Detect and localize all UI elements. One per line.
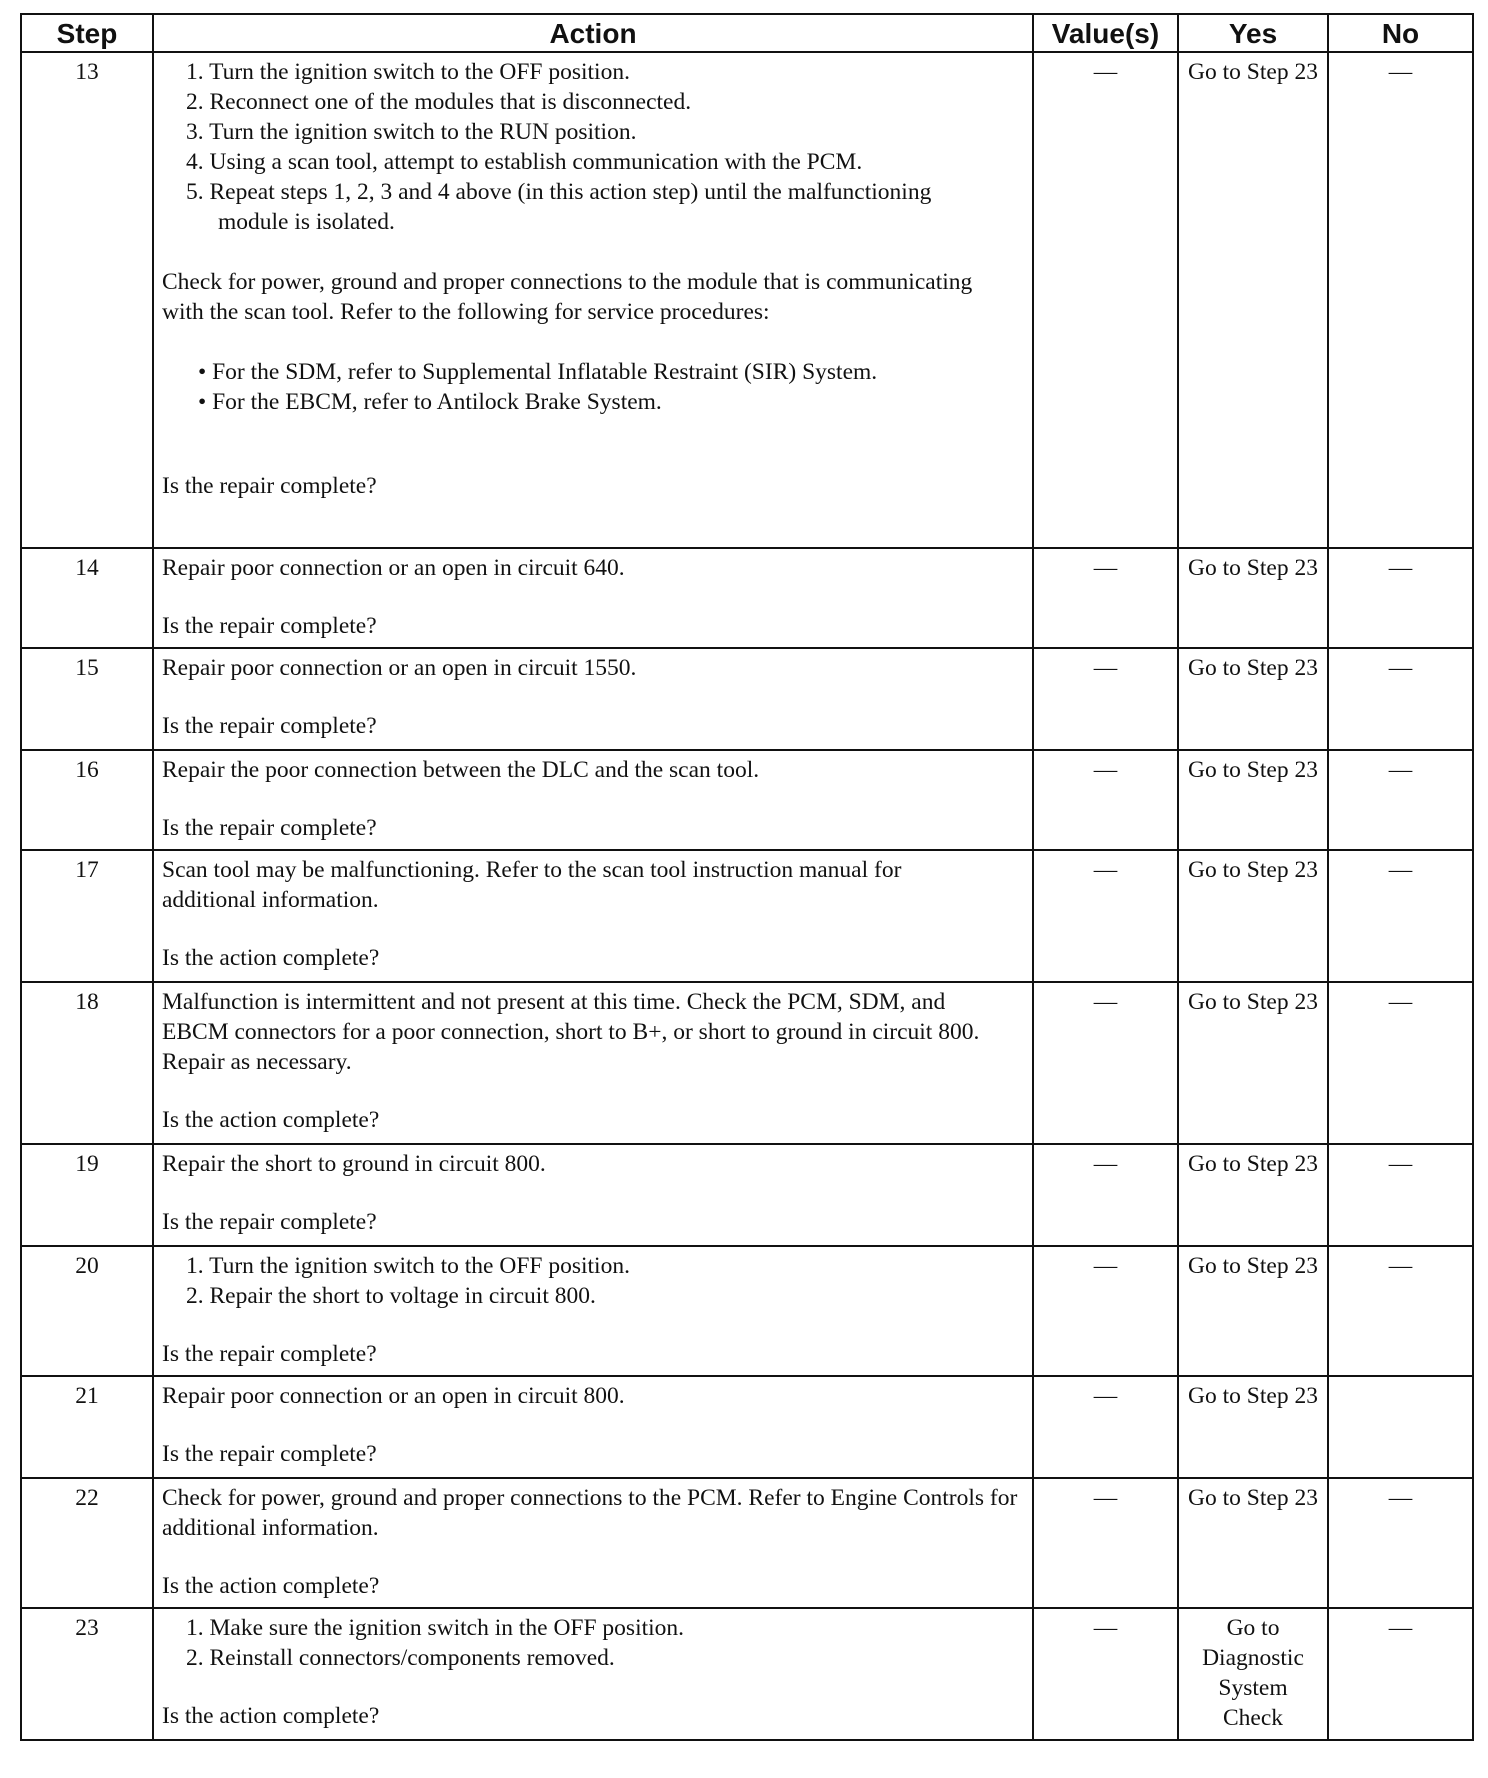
table-row <box>21 52 1473 548</box>
step-number: 16 <box>21 750 153 850</box>
no-cell: — <box>1328 1144 1473 1246</box>
action-question: Is the repair complete? <box>162 815 377 841</box>
value-cell: — <box>1033 1376 1178 1478</box>
column-header-no: No <box>1328 14 1473 52</box>
value-cell: — <box>1033 1246 1178 1376</box>
action-step: 5. Repeat steps 1, 2, 3 and 4 above (in this action step) until the malfunctioning module is isolated. <box>186 179 932 235</box>
column-header-action: Action <box>153 14 1033 52</box>
action-step: 4. Using a scan tool, attempt to establish communication with the PCM. <box>186 149 863 175</box>
action-cell <box>153 982 1033 1144</box>
yes-cell: Go to Diagnostic System Check <box>1178 1608 1328 1740</box>
action-question: Is the repair complete? <box>162 613 377 639</box>
step-number: 14 <box>21 548 153 648</box>
step-number: 22 <box>21 1478 153 1608</box>
action-cell <box>153 850 1033 982</box>
value-cell: — <box>1033 52 1178 548</box>
no-cell: — <box>1328 1608 1473 1740</box>
step-number: 20 <box>21 1246 153 1376</box>
action-step: 2. Reconnect one of the modules that is disconnected. <box>186 89 692 115</box>
action-bullet: • For the EBCM, refer to Antilock Brake System. <box>198 389 662 415</box>
value-cell: — <box>1033 750 1178 850</box>
yes-cell: Go to Step 23 <box>1178 648 1328 750</box>
step-number: 13 <box>21 52 153 548</box>
action-cell <box>153 52 1033 548</box>
action-steps <box>162 1613 1024 1673</box>
action-text: Check for power, ground and proper connections to the PCM. Refer to Engine Controls for additional information. <box>162 1485 1018 1541</box>
value-cell: — <box>1033 850 1178 982</box>
table-row <box>21 982 1473 1144</box>
no-cell: — <box>1328 1246 1473 1376</box>
action-step: 1. Make sure the ignition switch in the OFF position. <box>186 1615 685 1641</box>
value-cell: — <box>1033 1608 1178 1740</box>
action-bullet: • For the SDM, refer to Supplemental Inflatable Restraint (SIR) System. <box>198 359 878 385</box>
no-cell: — <box>1328 750 1473 850</box>
action-steps <box>162 57 1024 237</box>
action-cell <box>153 648 1033 750</box>
value-cell: — <box>1033 982 1178 1144</box>
action-question: Is the repair complete? <box>162 1341 377 1367</box>
yes-cell: Go to Step 23 <box>1178 548 1328 648</box>
action-text: Repair poor connection or an open in circuit 1550. <box>162 655 637 681</box>
step-number: 15 <box>21 648 153 750</box>
yes-cell: Go to Step 23 <box>1178 1478 1328 1608</box>
action-paragraph: Check for power, ground and proper connections to the module that is communicating with the scan tool. Refer to the following for service procedures: <box>162 269 973 325</box>
column-header-step: Step <box>21 14 153 52</box>
value-cell: — <box>1033 548 1178 648</box>
value-cell: — <box>1033 1478 1178 1608</box>
table-row <box>21 1144 1473 1246</box>
no-cell: — <box>1328 548 1473 648</box>
action-text: Repair the short to ground in circuit 800. <box>162 1151 546 1177</box>
no-cell <box>1328 1376 1473 1478</box>
table-row <box>21 1608 1473 1740</box>
action-step: 2. Repair the short to voltage in circuit 800. <box>186 1283 596 1309</box>
action-cell <box>153 548 1033 648</box>
no-cell: — <box>1328 1478 1473 1608</box>
no-cell: — <box>1328 52 1473 548</box>
action-cell <box>153 1376 1033 1478</box>
action-cell <box>153 1144 1033 1246</box>
table-row <box>21 1478 1473 1608</box>
step-number: 18 <box>21 982 153 1144</box>
action-cell <box>153 1246 1033 1376</box>
value-cell: — <box>1033 648 1178 750</box>
diagnostic-table <box>20 13 1474 1741</box>
table-row <box>21 750 1473 850</box>
no-cell: — <box>1328 982 1473 1144</box>
yes-cell: Go to Step 23 <box>1178 1144 1328 1246</box>
action-question: Is the repair complete? <box>162 713 377 739</box>
action-cell <box>153 1478 1033 1608</box>
yes-cell: Go to Step 23 <box>1178 1376 1328 1478</box>
action-bullets <box>162 357 1024 417</box>
table-row <box>21 850 1473 982</box>
table-row <box>21 648 1473 750</box>
step-number: 17 <box>21 850 153 982</box>
action-text: Repair the poor connection between the DLC and the scan tool. <box>162 757 760 783</box>
yes-cell: Go to Step 23 <box>1178 1246 1328 1376</box>
action-step: 3. Turn the ignition switch to the RUN position. <box>186 119 637 145</box>
action-text: Scan tool may be malfunctioning. Refer to the scan tool instruction manual for additional information. <box>162 857 902 913</box>
table-row <box>21 548 1473 648</box>
table-row <box>21 1246 1473 1376</box>
action-question: Is the repair complete? <box>162 1209 377 1235</box>
header-row <box>21 14 1473 52</box>
action-cell <box>153 1608 1033 1740</box>
action-text: Repair poor connection or an open in circuit 640. <box>162 555 625 581</box>
action-question: Is the action complete? <box>162 1107 380 1133</box>
action-question: Is the repair complete? <box>162 1441 377 1467</box>
step-number: 19 <box>21 1144 153 1246</box>
action-question: Is the action complete? <box>162 1573 380 1599</box>
action-question: Is the action complete? <box>162 1703 380 1729</box>
column-header-yes: Yes <box>1178 14 1328 52</box>
action-step: 1. Turn the ignition switch to the OFF position. <box>186 59 630 85</box>
action-question: Is the action complete? <box>162 945 380 971</box>
table-row <box>21 1376 1473 1478</box>
action-step: 1. Turn the ignition switch to the OFF position. <box>186 1253 630 1279</box>
action-step: 2. Reinstall connectors/components removed. <box>186 1645 615 1671</box>
value-cell: — <box>1033 1144 1178 1246</box>
no-cell: — <box>1328 648 1473 750</box>
column-header-values: Value(s) <box>1033 14 1178 52</box>
yes-cell: Go to Step 23 <box>1178 850 1328 982</box>
action-text: Repair poor connection or an open in circuit 800. <box>162 1383 625 1409</box>
action-text: Malfunction is intermittent and not present at this time. Check the PCM, SDM, and EBCM connectors for a poor connection, short to B+, or short to ground in circuit 800. Repair as necessary. <box>162 989 980 1075</box>
yes-cell: Go to Step 23 <box>1178 982 1328 1144</box>
step-number: 21 <box>21 1376 153 1478</box>
step-number: 23 <box>21 1608 153 1740</box>
yes-cell: Go to Step 23 <box>1178 52 1328 548</box>
action-question: Is the repair complete? <box>162 473 377 499</box>
no-cell: — <box>1328 850 1473 982</box>
action-steps <box>162 1251 1024 1311</box>
action-cell <box>153 750 1033 850</box>
yes-cell: Go to Step 23 <box>1178 750 1328 850</box>
